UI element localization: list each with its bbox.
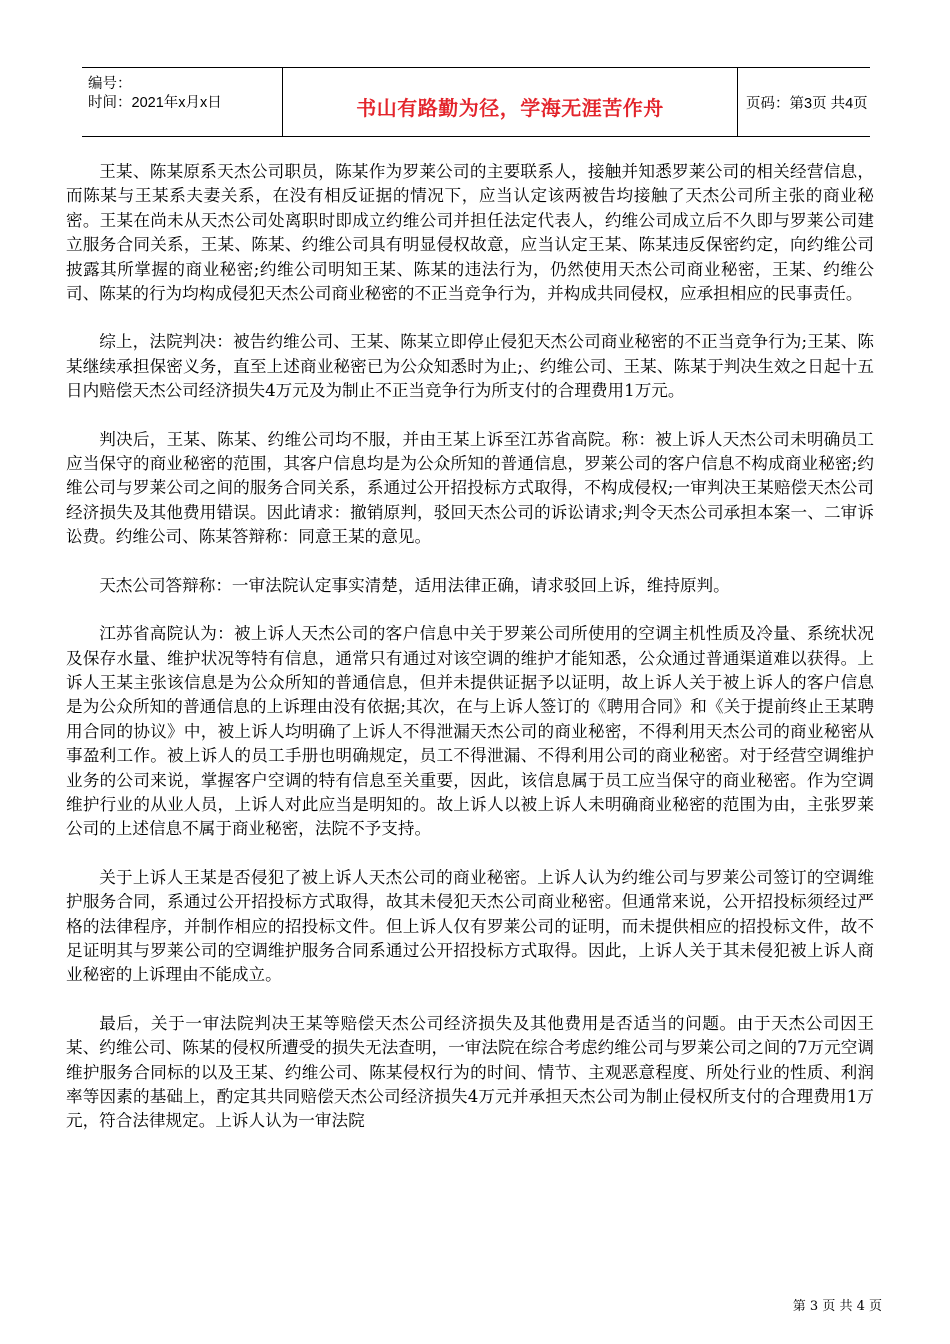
- paragraph: 综上，法院判决：被告约维公司、王某、陈某立即停止侵犯天杰公司商业秘密的不正当竞争行为;王某、陈某继续承担保密义务，直至上述商业秘密已为公众知悉时为止;、约维公司、王某、陈某于判决生效之日起十五日内赔偿天杰公司经济损失4万元及为制止不正当竞争行为所支付的合理费用1万元。: [66, 332, 874, 401]
- header-page-number: 页码：第3页 共4页: [746, 95, 868, 112]
- paragraph: 判决后，王某、陈某、约维公司均不服，并由王某上诉至江苏省高院。称：被上诉人天杰公司未明确员工应当保守的商业秘密的范围，其客户信息均是为公众所知的普通信息，罗莱公司的客户信息不构成商业秘密;约维公司与罗莱公司之间的服务合同关系，系通过公开招投标方式取得，不构成侵权;一审判决王某赔偿天杰公司经济损失及其他费用错误。因此请求：撤销原判，驳回天杰公司的诉讼请求;判令天杰公司承担本案一、二审诉讼费。约维公司、陈某答辩称：同意王某的意见。: [66, 429, 874, 547]
- document-number-label: 编号：: [88, 76, 132, 92]
- paragraph: 天杰公司答辩称：一审法院认定事实清楚，适用法律正确，请求驳回上诉，维持原判。: [99, 575, 730, 595]
- page-header: [82, 67, 870, 137]
- header-motto: 书山有路勤为径，学海无涯苦作舟: [356, 95, 664, 120]
- paragraph: 关于上诉人王某是否侵犯了被上诉人天杰公司的商业秘密。上诉人认为约维公司与罗莱公司签订的空调维护服务合同，系通过公开招投标方式取得，故其未侵犯天杰公司商业秘密。但通常来说，公开招投标须经过严格的法律程序，并制作相应的招投标文件。但上诉人仅有罗莱公司的证明，而未提供相应的招投标文件，故不足证明其与罗莱公司的空调维护服务合同系通过公开招投标方式取得。因此，上诉人关于其未侵犯被上诉人商业秘密的上诉理由不能成立。: [66, 867, 874, 985]
- header-page-cell: [738, 68, 870, 136]
- header-motto-cell: [283, 68, 738, 136]
- document-date-label: 时间：2021年x月x日: [88, 95, 222, 111]
- document-body: [66, 160, 874, 1158]
- paragraph: 王某、陈某原系天杰公司职员，陈某作为罗莱公司的主要联系人，接触并知悉罗莱公司的相关经营信息，而陈某与王某系夫妻关系，在没有相反证据的情况下，应当认定该两被告均接触了天杰公司所主张的商业秘密。王某在尚未从天杰公司处离职时即成立约维公司并担任法定代表人，约维公司成立后不久即与罗莱公司建立服务合同关系，王某、陈某、约维公司具有明显侵权故意，应当认定王某、陈某违反保密约定，向约维公司披露其所掌握的商业秘密;约维公司明知王某、陈某的违法行为，仍然使用天杰公司商业秘密，王某、约维公司、陈某的行为均构成侵犯天杰公司商业秘密的不正当竞争行为，并构成共同侵权，应承担相应的民事责任。: [66, 162, 874, 304]
- page-footer: 第 3 页 共 4 页: [792, 1299, 882, 1314]
- paragraph: 江苏省高院认为：被上诉人天杰公司的客户信息中关于罗莱公司所使用的空调主机性质及冷量、系统状况及保存水量、维护状况等特有信息，通常只有通过对该空调的维护才能知悉，公众通过普通渠道难以获得。上诉人王某主张该信息是为公众所知的普通信息，但并未提供证据予以证明，故上诉人关于被上诉人的客户信息是为公众所知的普通信息的上诉理由没有依据;其次，在与上诉人签订的《聘用合同》和《关于提前终止王某聘用合同的协议》中，被上诉人均明确了上诉人不得泄漏天杰公司的商业秘密，不得利用天杰公司的商业秘密从事盈利工作。被上诉人的员工手册也明确规定，员工不得泄漏、不得利用公司的商业秘密。对于经营空调维护业务的公司来说，掌握客户空调的特有信息至关重要，因此，该信息属于员工应当保守的商业秘密。作为空调维护行业的从业人员，上诉人对此应当是明知的。故上诉人以被上诉人未明确商业秘密的范围为由，主张罗莱公司的上述信息不属于商业秘密，法院不予支持。: [66, 624, 874, 839]
- paragraph: 最后，关于一审法院判决王某等赔偿天杰公司经济损失及其他费用是否适当的问题。由于天杰公司因王某、约维公司、陈某的侵权所遭受的损失无法查明，一审法院在综合考虑约维公司与罗莱公司之间的7万元空调维护服务合同标的以及王某、约维公司、陈某侵权行为的时间、情节、主观恶意程度、所处行业的性质、利润率等因素的基础上，酌定其共同赔偿天杰公司经济损失4万元并承担天杰公司为制止侵权所支付的合理费用1万元，符合法律规定。上诉人认为一审法院: [66, 1013, 874, 1131]
- header-meta-cell: [82, 68, 283, 136]
